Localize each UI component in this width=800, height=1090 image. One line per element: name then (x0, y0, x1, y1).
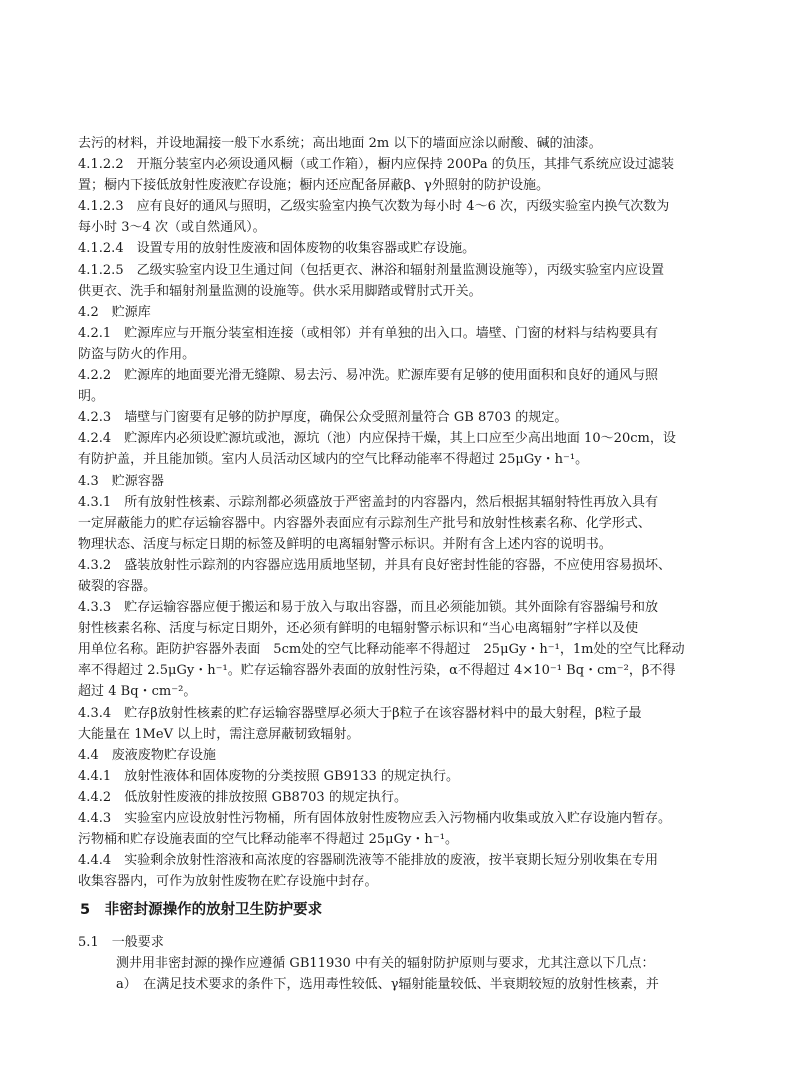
text-line: 4.3.1 所有放射性核素、示踪剂都必须盛放于严密盖封的内容器内，然后根据其辐射特性再放入具有 (78, 494, 659, 510)
text-line: 置；橱内下接低放射性废液贮存设施；橱内还应配备屏蔽β、γ外照射的防护设施。 (78, 178, 550, 194)
text-line: 每小时 3～4 次（或自然通风）。 (78, 220, 266, 236)
text-line: 测井用非密封源的操作应遵循 GB11930 中有关的辐射防护原则与要求，尤其注意以下几点： (116, 956, 655, 972)
text-line: 4.4.2 低放射性废液的排放按照 GB8703 的规定执行。 (78, 789, 407, 805)
text-line: 4.3.2 盛装放射性示踪剂的内容器应选用质地坚韧，并具有良好密封性能的容器，不应使用容易损坏、 (78, 557, 672, 573)
text-line: 4.1.2.2 开瓶分装室内必须设通风橱（或工作箱），橱内应保持 200Pa 的负压，其排气系统应设过滤装 (78, 157, 675, 173)
text-line: 破裂的容器。 (78, 578, 157, 594)
text-line: 4.2.2 贮源库的地面要光滑无缝隙、易去污、易冲洗。贮源库要有足够的使用面积和良好的通风与照 (78, 368, 659, 384)
text-line: 4.4.4 实验剩余放射性溶液和高浓度的容器刷洗液等不能排放的废液，按半衰期长短分别收集在专用 (78, 853, 659, 869)
text-line: 4.2 贮源库 (78, 304, 151, 320)
text-line: 4.2.4 贮源库内必须设贮源坑或池，源坑（池）内应保持干燥，其上口应至少高出地面 10～20cm，设 (78, 431, 676, 447)
text-line: 射性核素名称、活度与标定日期外，还必须有鲜明的电辐射警示标识和“当心电离辐射”字样以及使 (78, 621, 639, 637)
text-line: 4.1.2.4 设置专用的放射性废液和固体废物的收集容器或贮存设施。 (78, 241, 476, 257)
text-line: 4.3 贮源容器 (78, 473, 164, 489)
text-line: 4.3.3 贮存运输容器应便于搬运和易于放入与取出容器，而且必须能加锁。其外面除有容器编号和放 (78, 600, 659, 616)
section-heading: 5 非密封源操作的放射卫生防护要求 (80, 902, 323, 918)
text-line: 去污的材料，并设地漏接一般下水系统；高出地面 2m 以下的墙面应涂以耐酸、碱的油漆。 (78, 136, 602, 151)
text-line: 防盗与防火的作用。 (78, 346, 196, 362)
text-line: 4.1.2.5 乙级实验室内设卫生通过间（包括更衣、淋浴和辐射剂量监测设施等），丙级实验室内应设置 (78, 262, 664, 278)
text-line: 大能量在 1MeV 以上时，需注意屏蔽韧致辐射。 (78, 726, 360, 742)
text-line: 污物桶和贮存设施表面的空气比释动能率不得超过 25μGy・h⁻¹。 (78, 832, 458, 848)
text-line: 收集容器内，可作为放射性废物在贮存设施中封存。 (78, 874, 378, 890)
body-text-block (78, 133, 728, 892)
text-line: 4.2.3 墙壁与门窗要有足够的防护厚度，确保公众受照剂量符合 GB 8703 的规定。 (78, 410, 568, 426)
text-line: 率不得超过 2.5μGy・h⁻¹。贮存运输容器外表面的放射性污染，α不得超过 4×10⁻¹ Bq・cm⁻²，β不得 (78, 663, 676, 679)
text-line: 4.4.3 实验室内应设放射性污物桶，所有固体放射性废物应丢入污物桶内收集或放入贮存设施内暂存。 (78, 811, 672, 826)
text-line: 供更衣、洗手和辐射剂量监测的设施等。供水采用脚踏或臂肘式开关。 (78, 283, 482, 299)
text-line: 有防护盖，并且能加锁。室内人员活动区域内的空气比释动能率不得超过 25μGy・h⁻¹。 (78, 452, 589, 468)
text-line: a） 在满足技术要求的条件下，选用毒性较低、γ辐射能量较低、半衰期较短的放射性核素，并 (116, 977, 659, 993)
text-line: 一定屏蔽能力的贮存运输容器中。内容器外表面应有示踪剂生产批号和放射性核素名称、化学形式、 (78, 515, 651, 531)
body-text-block-2 (78, 932, 728, 995)
text-line: 4.4 废液废物贮存设施 (78, 747, 216, 763)
text-line: 4.1.2.3 应有良好的通风与照明，乙级实验室内换气次数为每小时 4～6 次，丙级实验室内换气次数为 (78, 199, 670, 215)
text-line: 用单位名称。距防护容器外表面 5cm处的空气比释动能率不得超过 25μGy・h⁻¹，1m处的空气比释动 (78, 642, 685, 658)
text-line: 明。 (78, 389, 105, 405)
text-line: 4.3.4 贮存β放射性核素的贮存运输容器壁厚必须大于β粒子在该容器材料中的最大射程，β粒子最 (78, 705, 642, 721)
text-line: 物理状态、活度与标定日期的标签及鲜明的电离辐射警示标识。并附有含上述内容的说明书。 (78, 536, 612, 552)
text-line: 5.1 一般要求 (78, 935, 164, 950)
text-line: 超过 4 Bq・cm⁻²。 (78, 684, 197, 700)
text-line: 4.4.1 放射性液体和固体废物的分类按照 GB9133 的规定执行。 (78, 768, 460, 784)
text-line: 4.2.1 贮源库应与开瓶分装室相连接（或相邻）并有单独的出入口。墙壁、门窗的材料与结构要具有 (78, 325, 659, 341)
